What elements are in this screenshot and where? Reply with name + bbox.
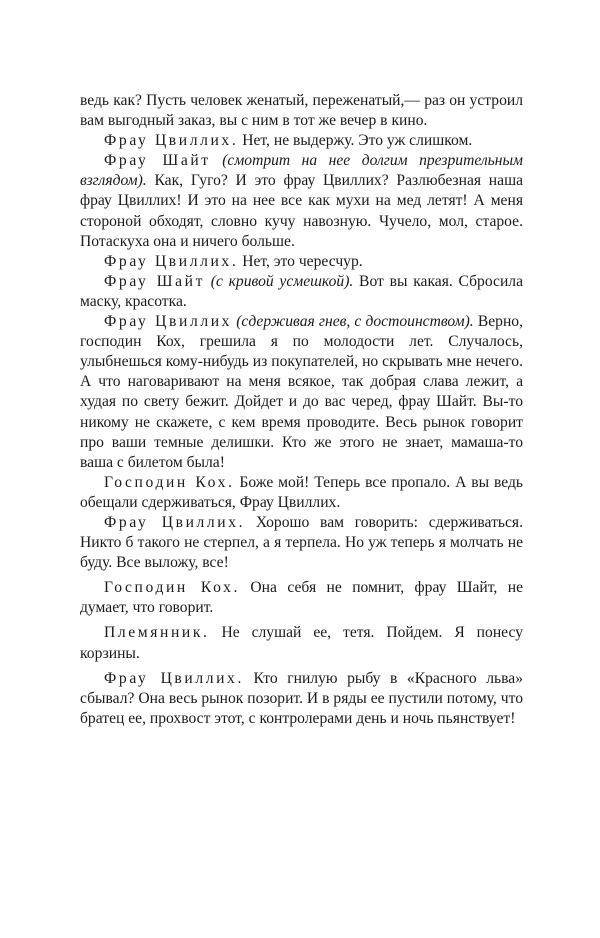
dialogue-paragraph [80,578,523,618]
dialogue-paragraph [80,252,523,272]
dialogue-paragraph [80,151,523,251]
dialogue-paragraph [80,131,523,151]
stage-direction: (с кривой усмешкой). [205,272,354,290]
speaker-name: Фрау Цвиллих [104,313,233,331]
dialogue-paragraph [80,312,523,473]
stage-direction: (смотрит на нее долгим презрительным взглядом). [80,152,524,190]
paragraph-continuation [80,91,523,131]
dialogue-text: Не слушай ее, тетя. Пойдем. Я понесу корзины. [80,624,523,662]
speaker-name: Фрау Цвиллих. [104,669,244,687]
dialogue-paragraph [80,272,523,312]
dialogue-text: Кто гнилую рыбу в «Красного льва» сбывал? Она весь рынок позорит. И в ряды ее пустили потому, что братец ее, прохвост этот, с контролерами день и ночь пьянствует! [80,669,523,727]
dialogue-paragraph [80,513,523,573]
stage-direction: (сдерживая гнев, с достоинством). [232,313,474,331]
dialogue-text: Хорошо вам говорить: сдерживаться. Никто б такого не стерпел, а я терпела. Но уж теперь я молчать не буду. Все выложу, все! [80,513,523,572]
dialogue-paragraph [80,623,523,663]
speaker-name: Фрау Шайт [104,272,206,290]
speaker-name: Фрау Цвиллих. [104,132,239,150]
speaker-name: Племянник. [104,624,210,642]
dialogue-paragraph [80,669,523,729]
page-text [80,91,523,729]
speaker-name: Фрау Цвиллих. [104,252,239,270]
dialogue-text: Нет, не выдержу. Это уж слишком. [238,132,473,150]
dialogue-text: Боже мой! Теперь все пропало. А вы ведь обещали сдерживаться, Фрау Цвиллих. [80,473,523,511]
speaker-name: Фрау Цвиллих. [104,513,246,531]
dialogue-text: Верно, господин Кох, грешила я по молодости лет. Случалось, улыбнешься кому-нибудь из покупателей, но скрывать мне нечего. А что наговаривают на меня всякое, так добрая слава лежит, а худая по свету бежит. Дойдет и до вас черед, фрау Шайт. Вы-то никому не скажете, с кем время проводите. Весь рынок говорит про ваши темные делишки. Кто же этого не знает, мамаша-то ваша с билетом была! [80,313,523,471]
speaker-name: Фрау Шайт [104,152,211,170]
dialogue-paragraph [80,473,523,513]
speaker-name: Господин Кох. [104,579,241,597]
dialogue-text: Она себя не помнит, фрау Шайт, не думает, что говорит. [80,579,523,617]
paragraph-text: ведь как? Пусть человек женатый, переженатый,— раз он устроил вам выгодный заказ, вы с ним в тот же вечер в кино. [80,92,523,130]
dialogue-text: Как, Гуго? И это фрау Цвиллих? Разлюбезная наша фрау Цвиллих! И это на нее все как мухи на мед летят! А меня стороной обходят, словно кучу навозную. Чучело, мол, старое. Потаскуха она и ничего больше. [80,172,523,250]
speaker-name: Господин Кох. [104,473,235,491]
dialogue-text: Нет, это чересчур. [238,252,363,270]
dialogue-text: Вот вы какая. Сбросила маску, красотка. [80,272,524,310]
